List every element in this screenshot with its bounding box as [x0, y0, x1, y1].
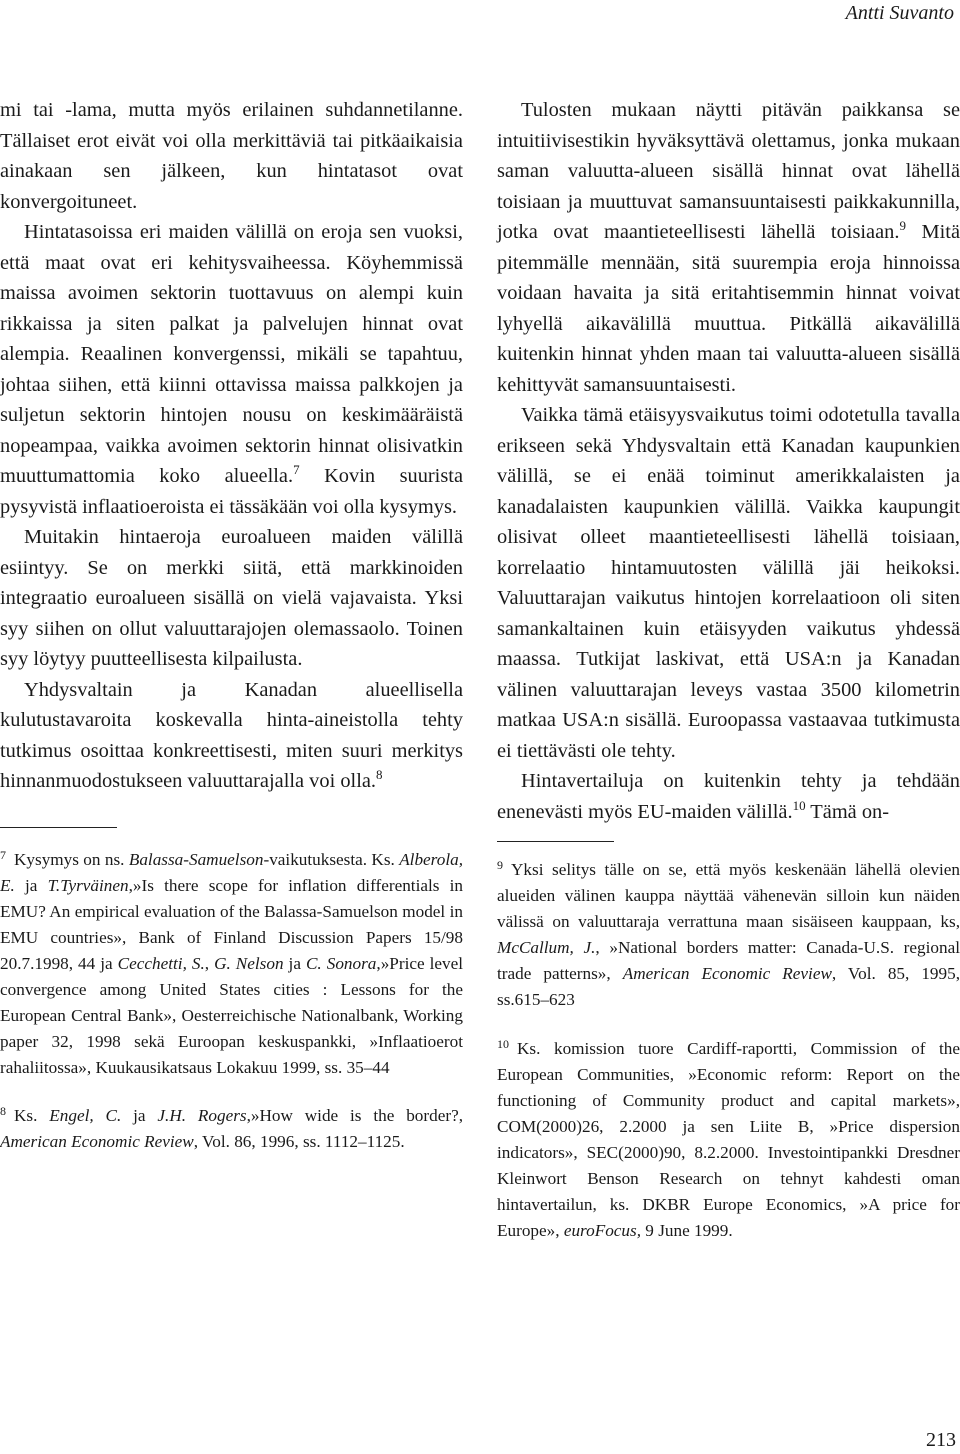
citation-italic: American Economic Review — [0, 1131, 194, 1151]
footnote-7 — [0, 842, 463, 1081]
citation-italic: Cecchetti, S. — [117, 953, 205, 973]
right-column — [497, 95, 960, 1244]
footnote-text: ,»Is there scope for inflation differentials in EMU? An empirical evaluation of the Balassa-Samuelson model in EMU countries», Bank of Finland Discussion Papers 15/98 20.7.1998, 44 ja — [0, 875, 464, 973]
footnote-rule — [0, 827, 117, 828]
paragraph: Hintavertailuja on kuitenkin tehty ja tehdään enenevästi myös EU-maiden välillä.$^{10}$ Tämä on- — [497, 770, 960, 823]
footnote-ref: 10 — [792, 797, 806, 813]
footnote-9 — [497, 852, 960, 1013]
citation-italic: T.Tyrväinen — [47, 875, 129, 895]
footnote-text: ja — [283, 953, 306, 973]
footnote-text: Ks. — [14, 1105, 50, 1125]
footnote-ref: 7 — [293, 462, 300, 478]
footnote-text: 9 June 1999. — [641, 1221, 733, 1240]
paragraph: Hintatasoissa eri maiden välillä on eroja sen vuoksi, että maat ovat eri kehitysvaiheessa. Köyhemmissä maissa avoimen sektorin tuottavuus on alempi kuin rikkaissa ja siten palkat ja palvelujen hinnat ovat alempia. Reaalinen konvergenssi, mikäli se tapahtuu, johtaa siihen, että kiinni ottavissa maissa palkkojen ja suljetun sektorin hintojen nousu on keskimääräistä nopeampaa, vaikka avoimen sektorin hinnat olisivatkin muuttumattomia koko alueella.$^7$ Kovin suurista pysyvistä inflaatioeroista ei tässäkään voi olla kysymys. — [0, 221, 463, 518]
citation-italic: C. Sonora — [305, 953, 377, 973]
left-column — [0, 95, 463, 1155]
citation-italic: euroFocus, — [563, 1221, 641, 1240]
citation-italic: J.H. Rogers — [157, 1105, 247, 1125]
citation-italic: Alberola, E. — [0, 849, 463, 895]
footnote-number: 9 — [497, 858, 503, 872]
footnote-text: ja — [14, 875, 48, 895]
footnote-text: Kysymys on ns. — [14, 849, 129, 869]
footnote-number: 10 — [497, 1037, 509, 1051]
footnote-ref: 9 — [899, 218, 906, 234]
footnote-text: -vaikutuksesta. Ks. — [263, 849, 400, 869]
footnote-number: 7 — [0, 847, 6, 862]
footnote-rule — [497, 841, 614, 842]
footnote-text: ,»Price level convergence among United States cities : Lessons for the European Central Bank», Oesterreichische Nationalbank, Working paper 32, 1998 sekä Euroopan keskuspankki, »Inflaatioerot rahaliitossa», Kuukausikatsaus Lokakuu 1999, ss. 35–44 — [0, 953, 464, 1077]
citation-italic: McCallum, J. — [497, 938, 596, 957]
paragraph: Tulosten mukaan näytti pitävän paikkansa se intuitiivisestikin hyväksyttävä olettamus, jonka mukaan saman valuutta-alueen sisällä hinnat ovat lähellä toisiaan ja muuttuvat samansuuntaisesti paikkakunnilla, jotka ovat maantieteellisesti lähellä toisiaan.$^9$ Mitä pitemmälle mennään, sitä suurempia eroja hinnoissa voidaan havaita ja sitä eritahtisemmin hinnat voivat lyhyellä aikavälillä muuttua. Pitkällä aikavälillä kuitenkin hinnat yhden maan tai valuutta-alueen sisällä kehittyvät samansuuntaisesti. — [497, 99, 960, 396]
paragraph: Vaikka tämä etäisyysvaikutus toimi odotetulla tavalla erikseen sekä Yhdysvaltain että Kanadan kaupunkien välillä, se ei enää toiminut amerikkalaisten ja kanadalaisten kaupunkien välillä. Vaikka kaupungit olisivat olleet maantieteellisesti lähellä toisiaan, korrelaatio hintamuutosten välillä jäi heikoksi. Valuuttarajan vaikutus hintojen korrelaatioon oli siten samankaltainen kuin etäisyyden vaikutus yhdessä maassa. Tutkijat laskivat, että USA:n ja Kanadan välinen valuuttarajan leveys vastaa 3500 kilometrin matkaa USA:n sisällä. Euroopassa vastaavaa tutkimusta ei tiettävästi ole tehty. — [497, 404, 960, 762]
footnote-text: , »National borders matter: Canada-U.S. regional trade patterns», — [497, 938, 960, 983]
footnote-text: ,»How wide is the border?, — [246, 1105, 463, 1125]
citation-italic: G. Nelson — [214, 953, 284, 973]
footnote-text: , Vol. 85, 1995, ss.615–623 — [497, 964, 960, 1009]
footnote-text: Ks. komission tuore Cardiff-raportti, Commission of the European Communities, »Economic reform: Report on the functioning of Community product and capital markets», COM(2000)26, 2.2000 ja sen Liite B, »Price dispersion indicators», SEC(2000)90, 8.2.2000. Investointipankki Dresdner Kleinwort Benson Research on tehnyt kahdesti oman hintavertailun, ks. DKBR Europe Economics, »A price for Europe», — [497, 1039, 960, 1240]
footnote-text: ja — [121, 1105, 158, 1125]
left-body-text — [0, 95, 463, 797]
footnote-text: , Vol. 86, 1996, ss. 1112–1125. — [193, 1131, 405, 1151]
citation-italic: Balassa-Samuelson — [128, 849, 264, 869]
paragraph: mi tai -lama, mutta myös erilainen suhdannetilanne. Tällaiset erot eivät voi olla merkittäviä tai pitkäaikaisia ainakaan sen jälkeen, kun hintatasot ovat konvergoituneet. — [0, 99, 463, 213]
citation-italic: American Economic Review — [622, 964, 832, 983]
paragraph: Yhdysvaltain ja Kanadan alueellisella kulutustavaroita koskevalla hinta-aineistolla tehty tutkimus osoittaa konkreettisesti, miten suuri merkitys hinnanmuodostukseen valuuttarajalla voi olla.$^8$ — [0, 678, 463, 792]
footnote-10 — [497, 1031, 960, 1244]
paragraph: Muitakin hintaeroja euroalueen maiden välillä esiintyy. Se on merkki siitä, että markkinoiden integraatio euroalueen sisällä on vielä vajavaista. Yksi syy siihen on ollut valuuttarajojen olemassaolo. Toinen syy löytyy puutteellisesta kilpailusta. — [0, 526, 463, 670]
footnote-number: 8 — [0, 1103, 6, 1118]
right-body-text — [497, 95, 960, 827]
footnote-text: , — [204, 953, 215, 973]
footnote-ref: 8 — [376, 767, 383, 783]
page-number: 213 — [926, 1429, 956, 1451]
citation-italic: Engel, C. — [49, 1105, 122, 1125]
running-header-author: Antti Suvanto — [845, 2, 954, 24]
footnote-text: Yksi selitys tälle on se, että myös keskenään lähellä olevien alueiden välinen kauppa näyttää vähenevän silloin kun näiden välissä on valuuttaraja verrattuna maan sisäiseen kauppaan, ks, — [497, 860, 960, 931]
footnote-8 — [0, 1098, 463, 1155]
